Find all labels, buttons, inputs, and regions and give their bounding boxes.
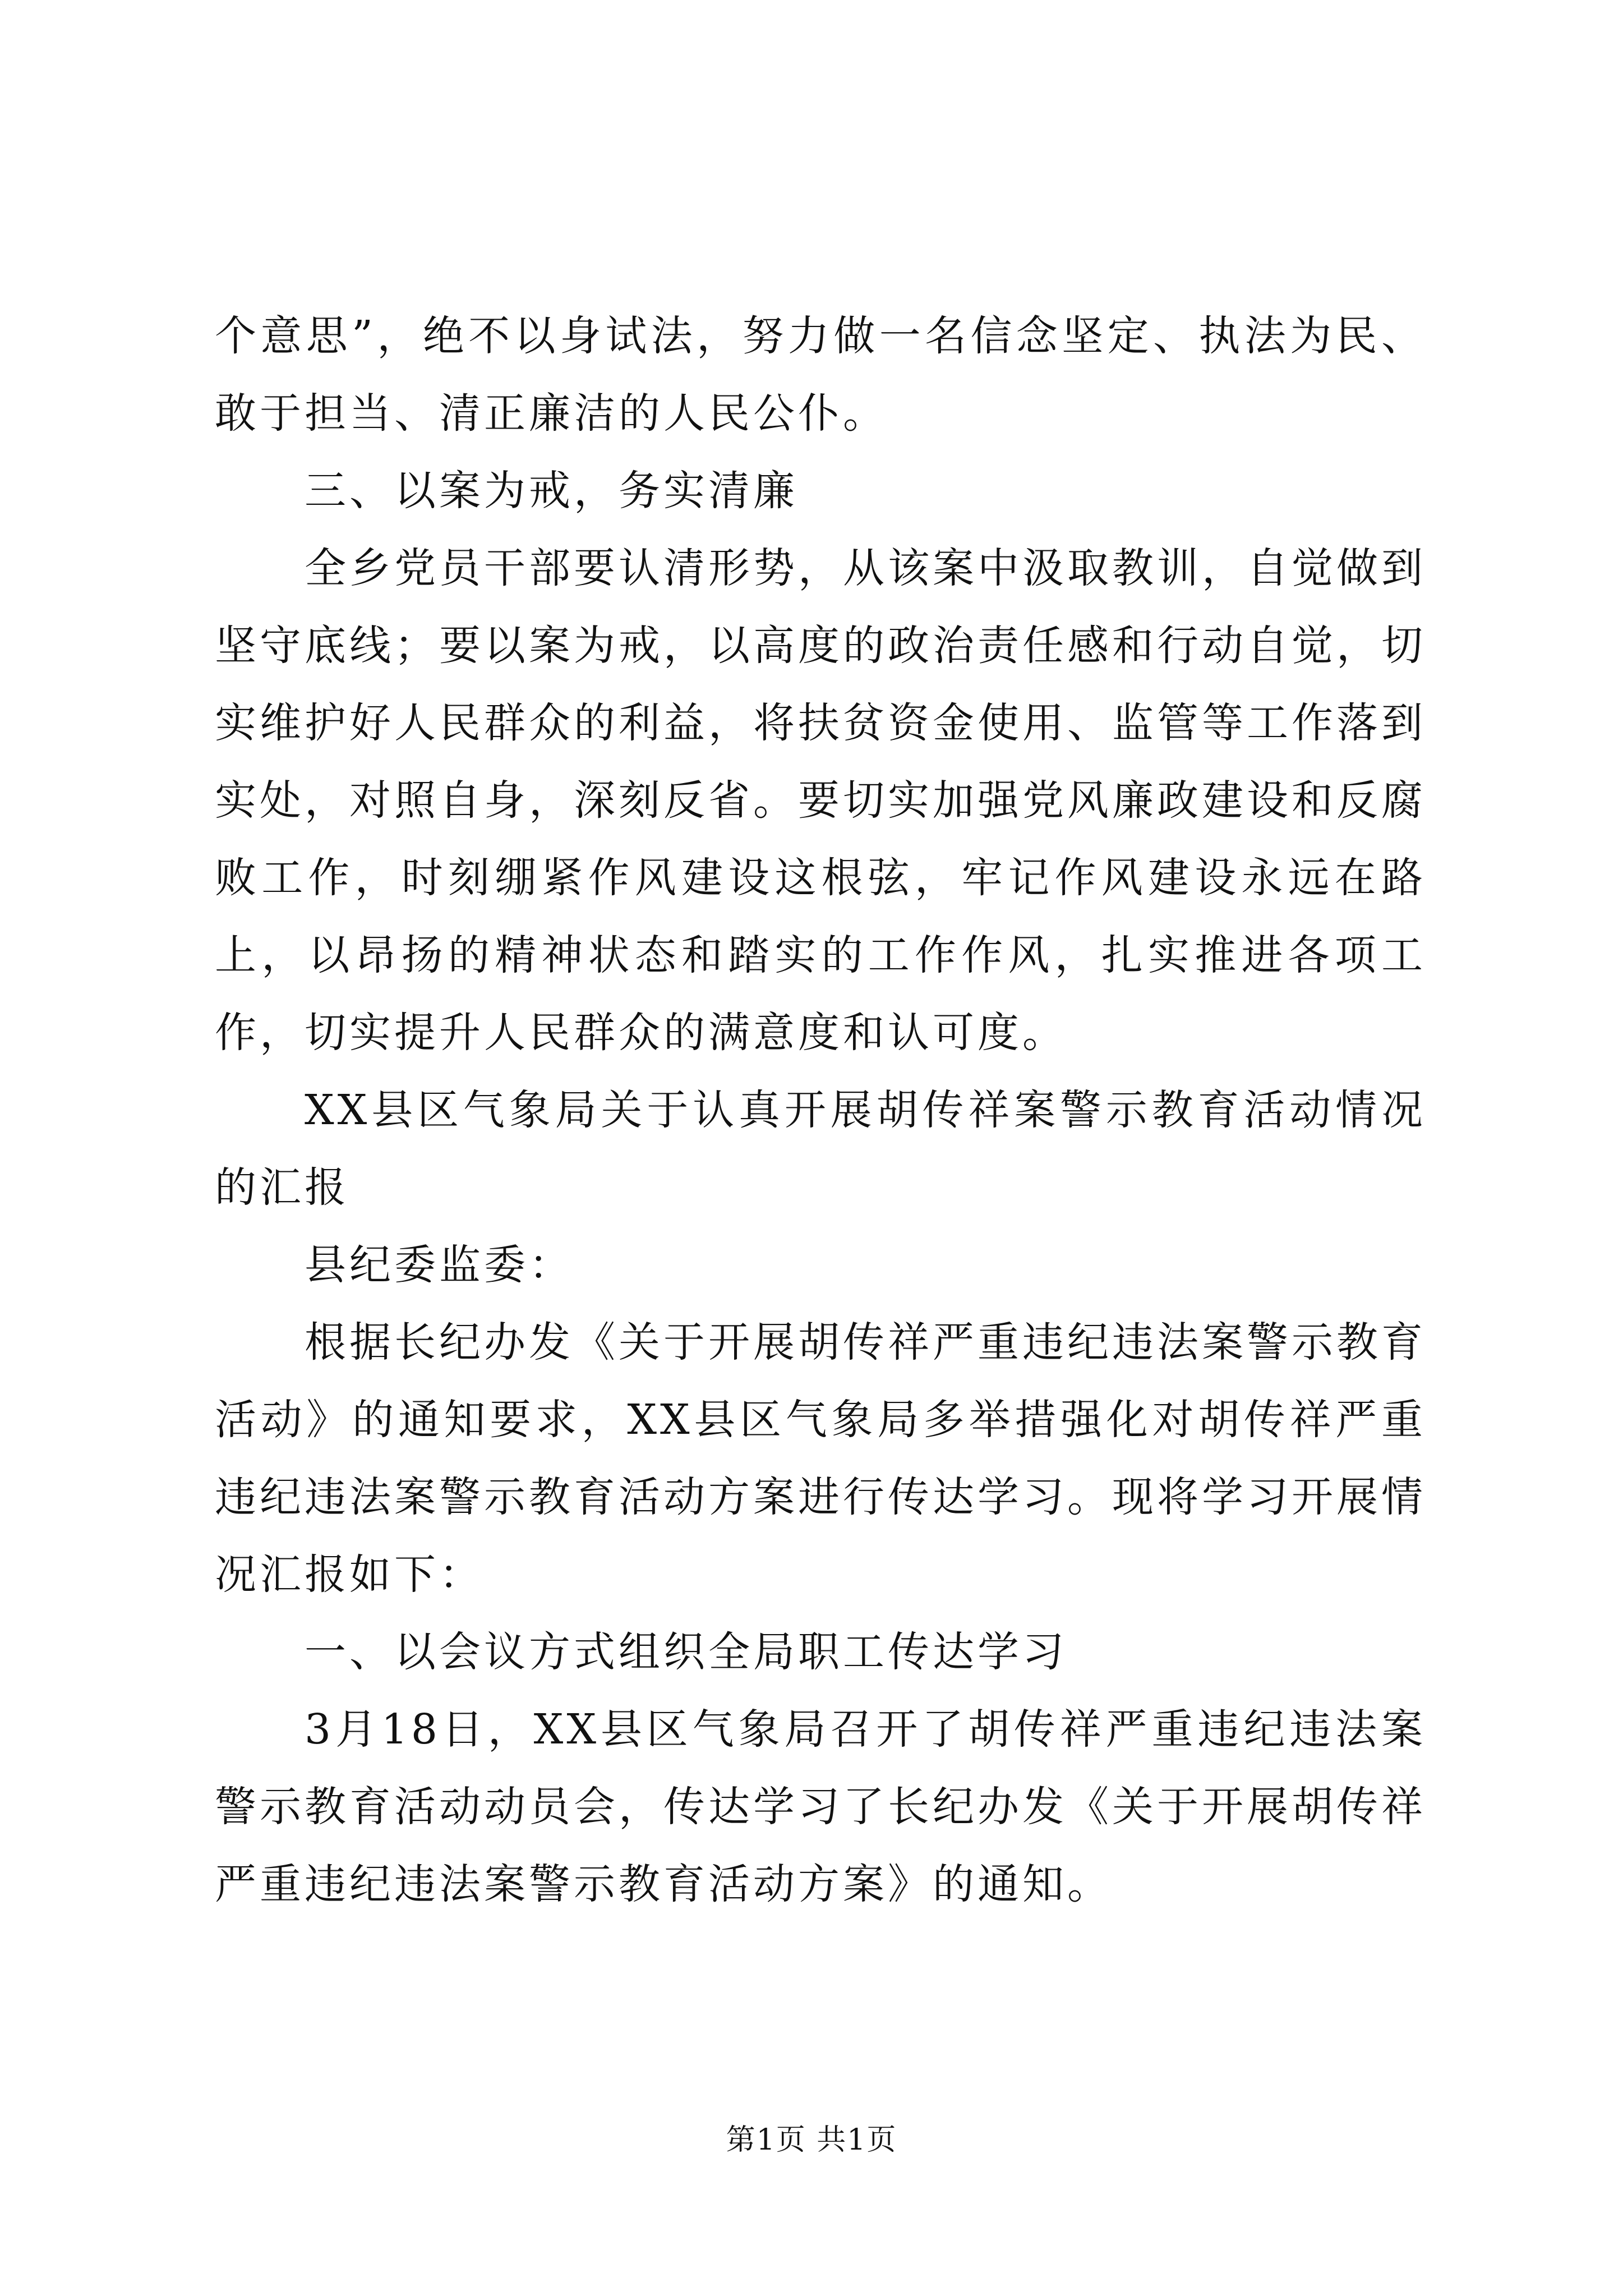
report-title: XX县区气象局关于认真开展胡传祥案警示教育活动情况的汇报 [215,1086,1426,1212]
salutation: 县纪委监委： [305,1241,574,1289]
paragraph: 根据长纪办发《关于开展胡传祥严重违纪违法案警示教育活动》的通知要求，XX县区气象局多举措强化对胡传祥严重违纪违法案警示教育活动方案进行传达学习。现将学习开展情况汇报如下： [215,1318,1426,1599]
paragraph: 个意思”，绝不以身试法，努力做一名信念坚定、执法为民、敢于担当、清正廉洁的人民公仆。 [215,312,1426,438]
paragraph: 全乡党员干部要认清形势，从该案中汲取教训，自觉做到坚守底线；要以案为戒，以高度的政治责任感和行动自觉，切实维护好人民群众的利益，将扶贫资金使用、监管等工作落到实处，对照自身，深刻反省。要切实加强党风廉政建设和反腐败工作，时刻绷紧作风建设这根弦，牢记作风建设永远在路上，以昂扬的精神状态和踏实的工作作风，扎实推进各项工作，切实提升人民群众的满意度和认可度。 [215,544,1426,1057]
section-heading: 一、以会议方式组织全局职工传达学习 [305,1628,1067,1676]
section-heading: 三、以案为戒，务实清廉 [305,467,798,515]
paragraph: 3月18日，XX县区气象局召开了胡传祥严重违纪违法案警示教育活动动员会，传达学习了长纪办发《关于开展胡传祥严重违纪违法案警示教育活动方案》的通知。 [215,1705,1426,1908]
document-body [215,297,1426,1923]
page-footer: 第1页 共1页 [726,2123,897,2157]
